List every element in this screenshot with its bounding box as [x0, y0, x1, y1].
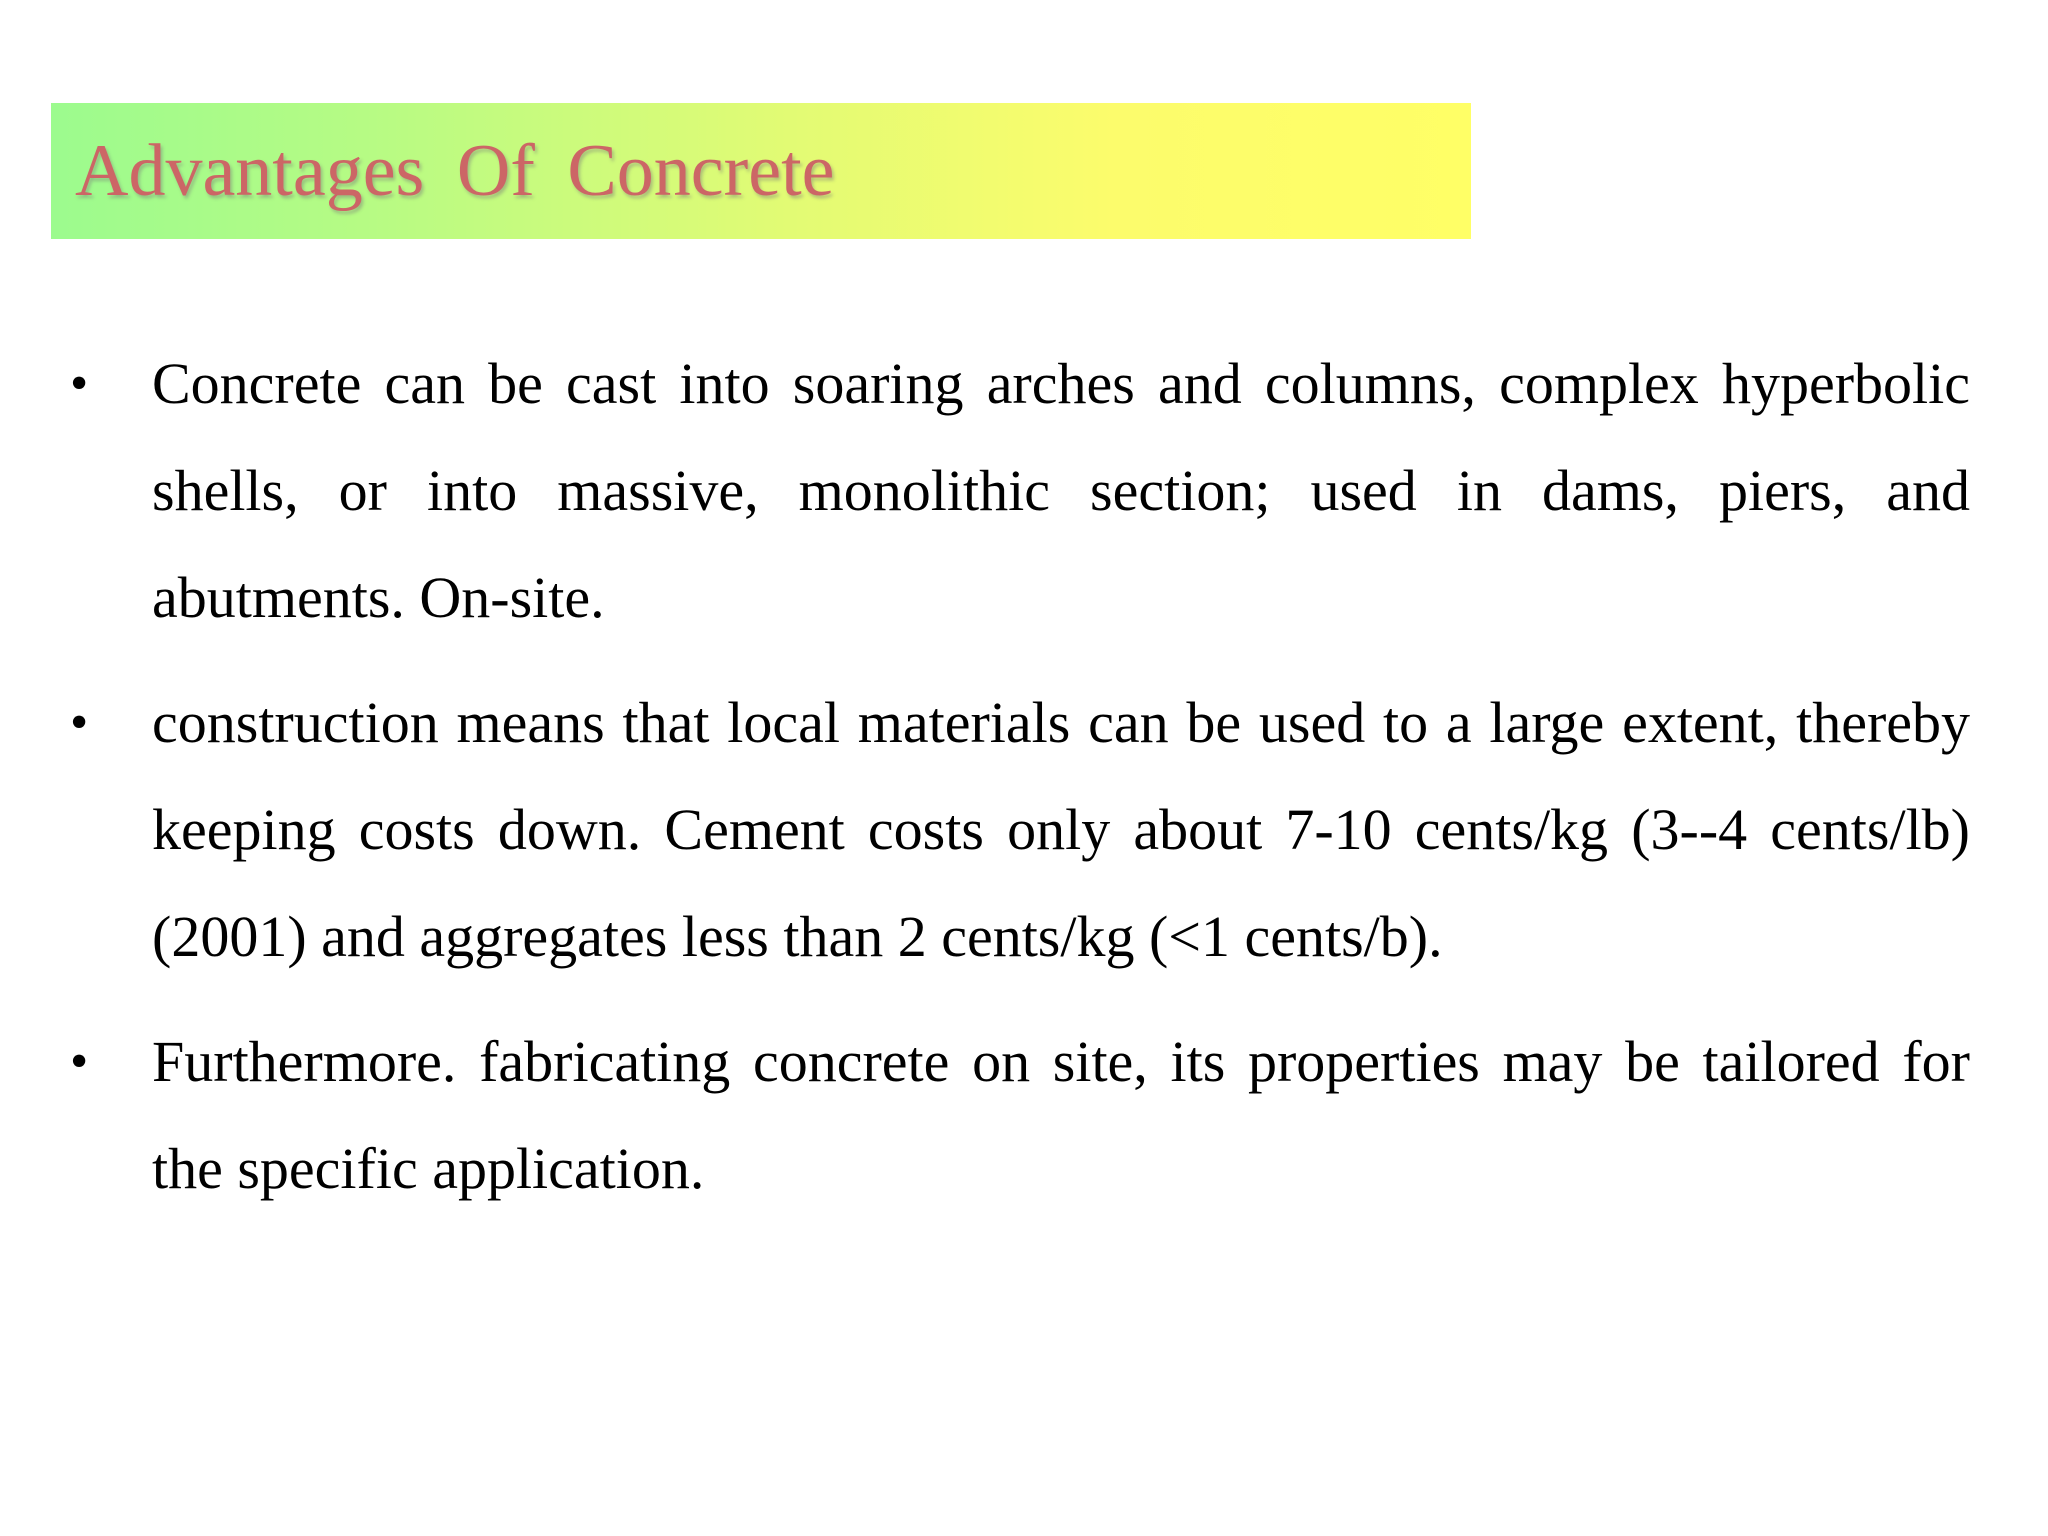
- bullet-item-3: [70, 1008, 1970, 1222]
- title-banner: [51, 103, 1471, 239]
- bullet-list: [70, 330, 1970, 1240]
- slide-title: Advantages Of Concrete: [75, 130, 835, 212]
- bullet-marker: •: [70, 694, 89, 751]
- bullet-marker: •: [70, 1033, 89, 1090]
- bullet-text: construction means that local materials can be used to a large extent, thereby keeping costs down. Cement costs only about 7-10 cents/kg (3--4 cents/lb) (2001) and aggregates less than 2 cents/kg (<1 cents/b).: [152, 690, 1970, 969]
- bullet-text: Furthermore. fabricating concrete on site, its properties may be tailored for the specific application.: [152, 1029, 1970, 1201]
- bullet-item-1: [70, 330, 1970, 651]
- bullet-item-2: [70, 669, 1970, 990]
- bullet-marker: •: [70, 355, 89, 412]
- bullet-text: Concrete can be cast into soaring arches and columns, complex hyperbolic shells, or into massive, monolithic section; used in dams, piers, and abutments. On-site.: [152, 351, 1970, 630]
